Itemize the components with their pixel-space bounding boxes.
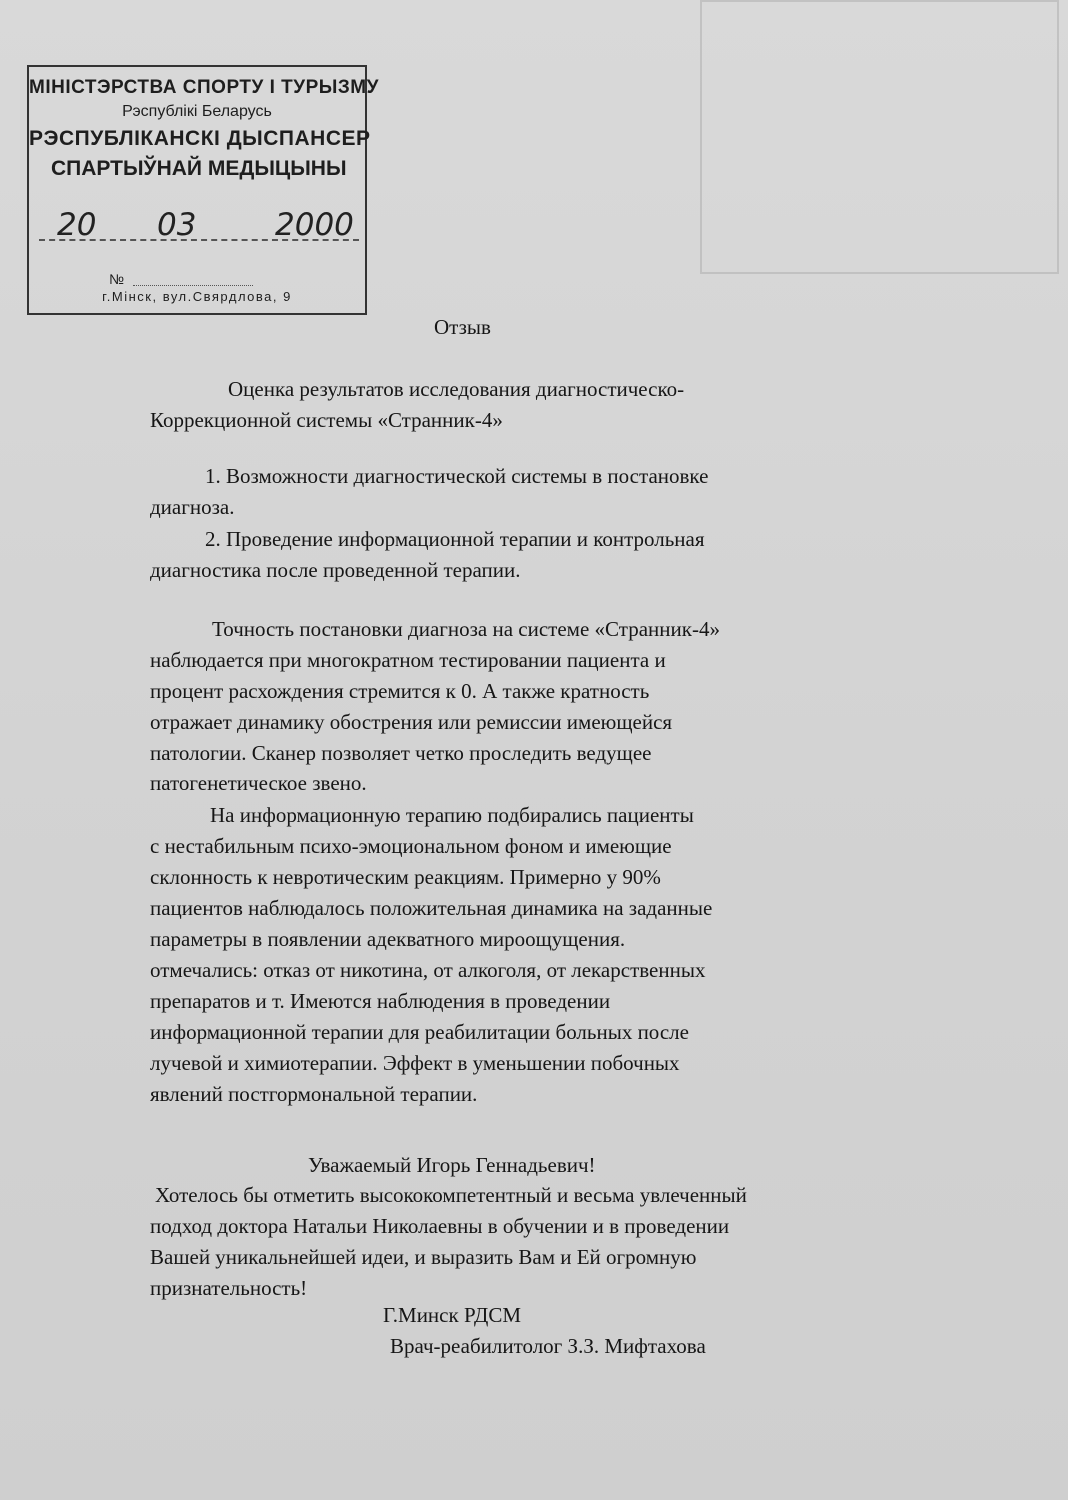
paragraph-line: отмечались: отказ от никотина, от алкоголя, от лекарственных xyxy=(150,958,706,982)
stamp-organization-2: СПАРТЫЎНАЙ МЕДЫЦЫНЫ xyxy=(51,157,347,180)
item-1-line-1: 1. Возможности диагностической системы в постановке xyxy=(205,464,709,488)
stamp-date xyxy=(47,207,357,247)
paragraph-line: признательность! xyxy=(150,1276,308,1300)
paragraph-line: отражает динамику обострения или ремиссии имеющейся xyxy=(150,710,673,734)
stamp-date-day: 20 xyxy=(57,207,97,243)
subtitle-line-1: Оценка результатов исследования диагностическо- xyxy=(228,377,685,401)
paragraph-line: процент расхождения стремится к 0. А также кратность xyxy=(150,679,650,703)
stamp-date-line xyxy=(39,239,359,241)
paragraph-line: Хотелось бы отметить высококомпетентный и весьма увлеченный xyxy=(155,1183,747,1207)
signature-line: Врач-реабилитолог З.З. Мифтахова xyxy=(390,1334,706,1358)
paragraph-line: подход доктора Натальи Николаевны в обучении и в проведении xyxy=(150,1214,730,1238)
paragraph-line: На информационную терапию подбирались пациенты xyxy=(210,803,694,827)
paragraph-line: пациентов наблюдалось положительная динамика на заданные xyxy=(150,896,713,920)
bleed-through-stamp xyxy=(700,0,1059,274)
place-and-organization: Г.Минск РДСМ xyxy=(383,1303,522,1327)
paragraph-line: препаратов и т. Имеются наблюдения в проведении xyxy=(150,989,611,1013)
stamp-ministry: МІНІСТЭРСТВА СПОРТУ І ТУРЫЗМУ xyxy=(29,77,379,98)
paragraph-line: патологии. Сканер позволяет четко проследить ведущее xyxy=(150,741,652,765)
document-title: Отзыв xyxy=(434,315,491,339)
paragraph-line: информационной терапии для реабилитации больных после xyxy=(150,1020,689,1044)
paragraph-line: наблюдается при многократном тестировании пациента и xyxy=(150,648,666,672)
item-2-line-1: 2. Проведение информационной терапии и контрольная xyxy=(205,527,705,551)
subtitle-line-2: Коррекционной системы «Странник-4» xyxy=(150,408,503,432)
item-1-line-2: диагноза. xyxy=(150,495,235,519)
paragraph-line: патогенетическое звено. xyxy=(150,771,367,795)
stamp-organization: РЭСПУБЛІКАНСКІ ДЫСПАНСЕР xyxy=(29,127,371,150)
paragraph-line: явлений постгормональной терапии. xyxy=(150,1082,478,1106)
item-2-line-2: диагностика после проведенной терапии. xyxy=(150,558,521,582)
stamp-number-label: № xyxy=(109,271,125,287)
official-stamp xyxy=(27,65,379,315)
paragraph-line: Вашей уникальнейшей идеи, и выразить Вам и Ей огромную xyxy=(150,1245,697,1269)
stamp-date-month: 03 xyxy=(157,207,197,243)
paragraph-line: параметры в появлении адекватного мироощущения. xyxy=(150,927,626,951)
paragraph-line: Точность постановки диагноза на системе «Странник-4» xyxy=(212,617,720,641)
stamp-address: г.Мінск, вул.Свярдлова, 9 xyxy=(102,289,292,304)
stamp-number-line xyxy=(133,285,253,286)
stamp-country: Рэспублікі Беларусь xyxy=(122,103,272,120)
greeting: Уважаемый Игорь Геннадьевич! xyxy=(308,1153,596,1177)
paragraph-line: склонность к невротическим реакциям. Примерно у 90% xyxy=(150,865,661,889)
bleed-through-text xyxy=(520,220,525,250)
paragraph-line: с нестабильным психо-эмоциональном фоном и имеющие xyxy=(150,834,672,858)
stamp-date-year: 2000 xyxy=(275,207,354,243)
paragraph-line: лучевой и химиотерапии. Эффект в уменьшении побочных xyxy=(150,1051,680,1075)
